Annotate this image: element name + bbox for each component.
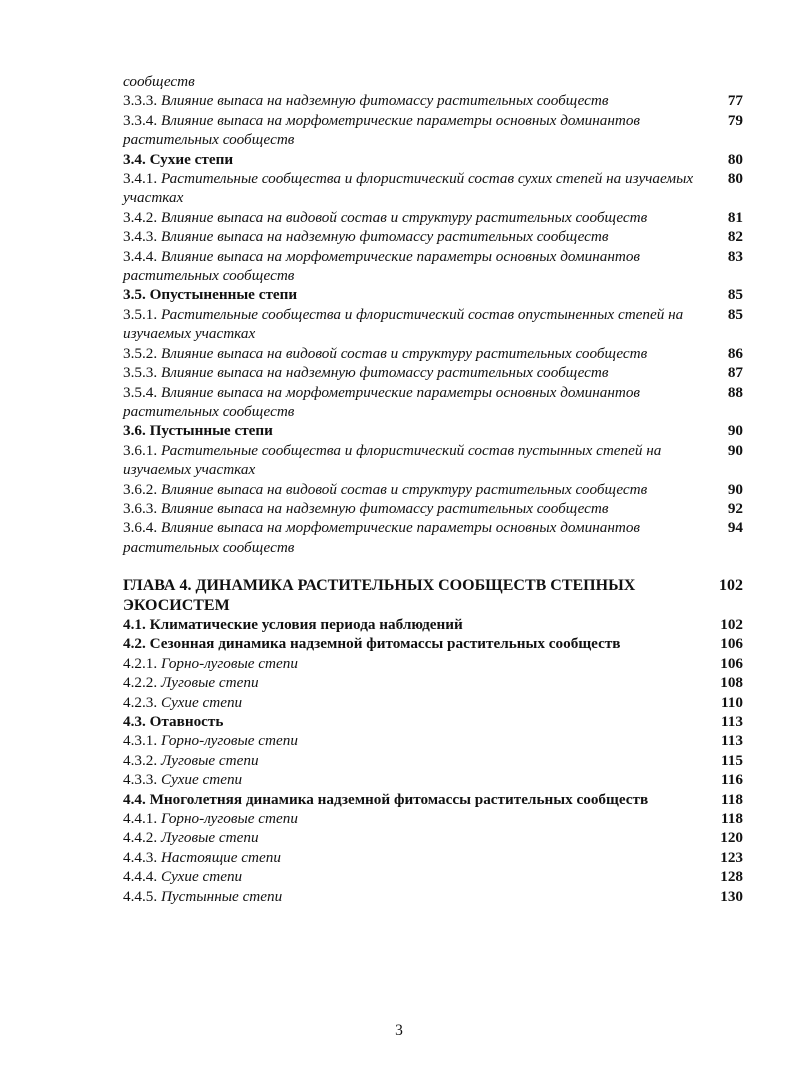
toc-entry-page: 85: [727, 286, 743, 304]
toc-entry-title: Сухие степи: [149, 150, 234, 168]
toc-entry-title: Сухие степи: [160, 693, 243, 711]
toc-entry-page: 90: [727, 422, 743, 440]
toc-entry-title: Горно-луговые степи: [160, 654, 298, 672]
toc-entry-row: [123, 169, 743, 208]
toc-entry-title: Влияние выпаса на морфометрические параметры основных доминантов растительных сообществ: [123, 519, 641, 556]
toc-entry-row: [123, 208, 743, 227]
toc-entry-title: Влияние выпаса на надземную фитомассу растительных сообществ: [160, 364, 609, 382]
toc-entry-row: [123, 383, 743, 422]
toc-entry-text: [123, 673, 698, 692]
toc-entry-page: 102: [720, 615, 743, 633]
toc-entry-title: Растительные сообщества и флористический состав опустыненных степей на изучаемых участках: [123, 305, 684, 343]
toc-chapter-row: [123, 576, 743, 615]
toc-entry-page: 90: [727, 441, 743, 459]
toc-entry-row: [123, 887, 743, 906]
toc-entry-row: [123, 72, 743, 91]
toc-entry-row: [123, 227, 743, 246]
toc-entry-page: 113: [721, 732, 743, 750]
toc-entry-title: Отавность: [149, 713, 224, 730]
toc-entry-text: [123, 247, 698, 286]
toc-entry-number: 3.4.2.: [123, 208, 158, 226]
toc-entry-page: 108: [720, 674, 743, 692]
toc-entry-number: 3.5.1.: [123, 305, 158, 323]
toc-entry-number: 3.4.: [123, 150, 146, 168]
toc-entry-number: 3.5.4.: [123, 383, 158, 401]
toc-entry-text: [123, 634, 698, 653]
toc-entry-page: 116: [721, 771, 743, 789]
toc-entry-row: [123, 673, 743, 692]
toc-entry-number: 4.4.: [123, 790, 146, 808]
toc-entry-number: 3.3.4.: [123, 111, 158, 129]
toc-entry-row: [123, 247, 743, 286]
toc-entry-row: [123, 828, 743, 847]
toc-entry-number: 4.2.2.: [123, 674, 158, 692]
toc-entry-text: [123, 518, 698, 557]
toc-entry-title: Сухие степи: [160, 868, 243, 886]
toc-entry-page: 118: [721, 790, 743, 808]
toc-entry-text: [123, 712, 698, 731]
toc-entry-text: [123, 848, 698, 867]
toc-entry-title: сообществ: [123, 73, 195, 90]
toc-entry-number: 4.3.3.: [123, 771, 158, 789]
toc-entry-page: 123: [720, 848, 743, 866]
toc-entry-number: 4.3.2.: [123, 751, 158, 769]
toc-entry-row: [123, 91, 743, 110]
toc-entry-title: Луговые степи: [160, 674, 259, 692]
toc-entry-number: 3.6.2.: [123, 480, 158, 498]
toc-entry-number: 4.3.1.: [123, 732, 158, 750]
toc-entry-row: [123, 480, 743, 499]
toc-entry-text: [123, 344, 698, 363]
toc-entry-row: [123, 751, 743, 770]
toc-entry-text: [123, 208, 698, 227]
toc-section-row: [123, 712, 743, 731]
toc-entry-page: 113: [721, 713, 743, 730]
toc-entry-page: 80: [727, 150, 743, 168]
toc-entry-title: Многолетняя динамика надземной фитомассы растительных сообществ: [149, 790, 649, 808]
toc-entry-number: 4.4.2.: [123, 829, 158, 847]
toc-entry-text: [123, 363, 698, 382]
toc-entry-title: Горно-луговые степи: [160, 810, 298, 828]
toc-entry-row: [123, 305, 743, 344]
toc-entry-title: Влияние выпаса на надземную фитомассу растительных сообществ: [160, 228, 609, 246]
toc-entry-page: 77: [727, 92, 743, 110]
toc-section-row: [123, 421, 743, 440]
toc-entry-title: Климатические условия периода наблюдений: [149, 615, 463, 633]
toc-entry-text: [123, 150, 698, 169]
toc-section-row: [123, 285, 743, 304]
toc-entry-number: 4.1.: [123, 615, 146, 633]
toc-entry-page: 82: [727, 228, 743, 246]
toc-entry-text: [123, 887, 698, 906]
toc-entry-title: Сезонная динамика надземной фитомассы растительных сообществ: [149, 635, 621, 653]
toc-entry-title: Горно-луговые степи: [160, 732, 298, 750]
toc-entry-title: Растительные сообщества и флористический состав пустынных степей на изучаемых участках: [123, 441, 662, 479]
toc-entry-number: 4.4.5.: [123, 887, 158, 905]
toc-entry-page: 83: [727, 247, 743, 265]
toc-entry-page: 92: [727, 499, 743, 517]
toc-entry-number: 4.2.1.: [123, 654, 158, 672]
toc-entry-title: Опустыненные степи: [149, 286, 298, 304]
toc-entry-page: 85: [727, 305, 743, 323]
toc-entry-page: 128: [720, 868, 743, 886]
toc-entry-text: [123, 421, 698, 440]
toc-entry-text: [123, 480, 698, 499]
toc-entry-page: 102: [719, 577, 743, 595]
toc-entry-number: 3.5.2.: [123, 344, 158, 362]
toc-entry-text: [123, 809, 698, 828]
toc-entry-text: [123, 91, 698, 110]
toc-entry-title: Влияние выпаса на видовой состав и структуру растительных сообществ: [160, 480, 648, 498]
toc-entry-row: [123, 344, 743, 363]
toc-entry-row: [123, 731, 743, 750]
toc-entry-number: 3.3.3.: [123, 92, 158, 110]
page-number: 3: [395, 1022, 403, 1039]
toc-entry-text: [123, 790, 698, 809]
toc-entry-row: [123, 867, 743, 886]
toc-entry-row: [123, 848, 743, 867]
toc-entry-number: 3.5.3.: [123, 364, 158, 382]
toc-entry-text: [123, 751, 698, 770]
toc-entry-row: [123, 770, 743, 789]
toc-entry-page: 106: [720, 654, 743, 672]
toc-entry-title: Влияние выпаса на видовой состав и структуру растительных сообществ: [160, 208, 648, 226]
toc-entry-title: Сухие степи: [160, 771, 243, 789]
toc-entry-page: 110: [721, 693, 743, 711]
toc-entry-number: 4.4.1.: [123, 810, 158, 828]
toc-entry-row: [123, 441, 743, 480]
toc-section-row: [123, 615, 743, 634]
toc-entry-text: [123, 654, 698, 673]
toc-entry-title: Влияние выпаса на морфометрические параметры основных доминантов растительных сообществ: [123, 111, 641, 149]
toc-entry-number: 4.4.3.: [123, 848, 158, 866]
toc-entry-title: Влияние выпаса на надземную фитомассу растительных сообществ: [160, 92, 609, 110]
toc-entry-page: 87: [727, 364, 743, 382]
toc-entry-row: [123, 363, 743, 382]
toc-entry-page: 90: [727, 480, 743, 498]
toc-entry-title: Влияние выпаса на надземную фитомассу растительных сообществ: [160, 499, 609, 517]
toc-section-row: [123, 634, 743, 653]
toc-entry-page: 86: [727, 344, 743, 362]
toc-entry-row: [123, 809, 743, 828]
toc-entry-text: [123, 770, 698, 789]
toc-entry-text: [123, 169, 698, 208]
toc-entry-text: [123, 828, 698, 847]
toc-section-row: [123, 790, 743, 809]
toc-entry-text: [123, 383, 698, 422]
toc-entry-title: Луговые степи: [160, 829, 259, 847]
toc-entry-number: 3.4.4.: [123, 247, 158, 265]
toc-entry-number: 4.2.3.: [123, 693, 158, 711]
toc-entry-text: [123, 576, 698, 615]
toc-entry-number: 4.4.4.: [123, 868, 158, 886]
toc-entry-number: 3.4.1.: [123, 170, 158, 188]
table-of-contents: [123, 72, 743, 906]
toc-entry-number: 3.6.1.: [123, 441, 158, 459]
toc-entry-page: 115: [721, 751, 743, 769]
toc-entry-title: Настоящие степи: [160, 848, 281, 866]
toc-entry-row: [123, 518, 743, 557]
toc-entry-text: [123, 227, 698, 246]
toc-entry-title: Пустынные степи: [160, 887, 283, 905]
toc-entry-page: 118: [721, 810, 743, 828]
toc-entry-number: 4.2.: [123, 635, 146, 653]
toc-entry-row: [123, 499, 743, 518]
toc-entry-number: 3.4.3.: [123, 228, 158, 246]
toc-entry-number: 3.6.4.: [123, 519, 158, 537]
toc-entry-title: Растительные сообщества и флористический состав сухих степей на изучаемых участках: [123, 170, 694, 207]
toc-entry-row: [123, 654, 743, 673]
toc-entry-page: 88: [727, 383, 743, 401]
toc-section-row: [123, 150, 743, 169]
toc-entry-text: [123, 305, 698, 344]
toc-entry-title: Влияние выпаса на видовой состав и структуру растительных сообществ: [160, 344, 648, 362]
toc-entry-page: 81: [727, 208, 743, 226]
toc-entry-text: [123, 441, 698, 480]
toc-entry-text: [123, 615, 698, 634]
toc-entry-number: 3.6.3.: [123, 499, 158, 517]
toc-entry-number: 3.6.: [123, 422, 146, 440]
toc-entry-page: 79: [727, 111, 743, 129]
toc-entry-number: 3.5.: [123, 286, 146, 304]
toc-entry-title: Влияние выпаса на морфометрические параметры основных доминантов растительных сообществ: [123, 247, 641, 285]
toc-entry-row: [123, 111, 743, 150]
toc-entry-title: Луговые степи: [160, 751, 259, 769]
toc-entry-page: 94: [727, 519, 743, 537]
toc-entry-text: [123, 285, 698, 304]
toc-entry-page: 106: [720, 635, 743, 653]
toc-entry-page: 120: [720, 829, 743, 847]
toc-entry-text: [123, 731, 698, 750]
toc-entry-text: [123, 693, 698, 712]
toc-entry-number: 4.3.: [123, 713, 146, 730]
toc-entry-page: 80: [727, 170, 743, 188]
toc-entry-text: [123, 867, 698, 886]
toc-entry-text: [123, 111, 698, 150]
toc-entry-title: Влияние выпаса на морфометрические параметры основных доминантов растительных сообществ: [123, 383, 641, 420]
toc-entry-title: ГЛАВА 4. ДИНАМИКА РАСТИТЕЛЬНЫХ СООБЩЕСТВ СТЕПНЫХ ЭКОСИСТЕМ: [123, 577, 636, 614]
toc-entry-title: Пустынные степи: [149, 422, 273, 440]
toc-entry-row: [123, 693, 743, 712]
toc-entry-page: 130: [720, 887, 743, 905]
toc-entry-text: [123, 499, 698, 518]
toc-entry-text: [123, 72, 698, 91]
